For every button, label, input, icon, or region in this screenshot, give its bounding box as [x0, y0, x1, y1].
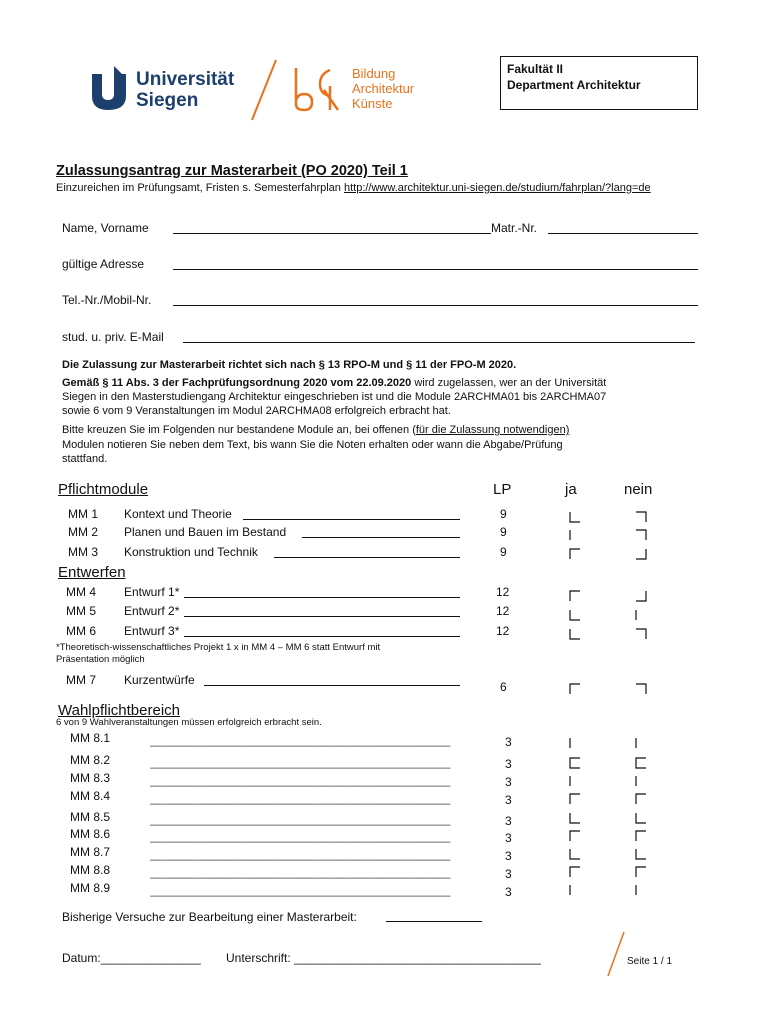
rule-2-line3: sowie 6 vom 9 Veranstaltungen im Modul 2ARCHMA08 erfolgreich erbracht hat. — [62, 405, 451, 417]
mm8-7-code: MM 8.7 — [70, 845, 111, 859]
mm6-code: MM 6 — [66, 624, 96, 638]
bak-line2: Architektur — [352, 81, 415, 96]
mm8-8-code: MM 8.8 — [70, 863, 111, 877]
instruction-2: Modulen notieren Sie neben dem Text, bis wann Sie die Noten erhalten oder wann die Abgabe/Prüfung — [62, 439, 563, 451]
mm3-name: Konstruktion und Technik — [124, 545, 258, 559]
mm4-name: Entwurf 1* — [124, 585, 180, 599]
footer-slash-icon — [604, 930, 628, 978]
mm8-6-lp: 3 — [505, 831, 512, 845]
footnote-line1: *Theoretisch-wissenschaftliches Projekt 1 x in MM 4 – MM 6 statt Entwurf mit — [56, 642, 381, 653]
ja-checkbox-9[interactable] — [570, 758, 580, 768]
bak-logo-mark-icon — [290, 64, 346, 112]
mm3-lp: 9 — [500, 545, 507, 559]
faculty-box — [500, 56, 698, 110]
bak-line3: Künste — [352, 96, 393, 111]
mm4-code: MM 4 — [66, 585, 96, 599]
subtitle-text: Einzureichen im Prüfungsamt, Fristen s. Semesterfahrplan — [56, 182, 341, 194]
address-field[interactable] — [173, 269, 698, 270]
mm1-code: MM 1 — [68, 507, 98, 521]
signature-row — [226, 951, 541, 965]
nein-checkbox-11[interactable] — [636, 794, 646, 804]
nein-checkbox-12[interactable] — [636, 813, 646, 823]
nein-checkbox-1[interactable] — [636, 512, 646, 522]
mm8-1-field[interactable]: _____________________________________________ — [150, 733, 451, 747]
instruction-1b: für die Zulassung notwendigen) — [415, 424, 570, 436]
faculty-line2: Department Architektur — [507, 78, 641, 92]
page-title: Zulassungsantrag zur Masterarbeit (PO 2020) Teil 1 — [56, 163, 408, 179]
nein-checkbox-6[interactable] — [636, 629, 646, 639]
email-label: stud. u. priv. E-Mail — [62, 330, 164, 344]
mm8-3-field[interactable]: _____________________________________________ — [150, 773, 451, 787]
mm2-name: Planen und Bauen im Bestand — [124, 525, 287, 539]
mm8-2-lp: 3 — [505, 757, 512, 771]
mm8-5-code: MM 8.5 — [70, 810, 111, 824]
pflicht-heading: Pflichtmodule — [58, 481, 149, 498]
ja-checkbox-13[interactable] — [570, 831, 580, 841]
university-logo-mark-icon — [92, 66, 132, 110]
faculty-line1: Fakultät II — [507, 62, 564, 76]
bak-logo — [290, 64, 430, 112]
mm8-4-code: MM 8.4 — [70, 789, 111, 803]
ja-checkbox-1[interactable] — [570, 512, 580, 522]
mm8-9-field[interactable]: _____________________________________________ — [150, 883, 451, 897]
mm1-name: Kontext und Theorie — [124, 507, 232, 521]
attempts-field[interactable] — [386, 921, 482, 922]
bak-line1: Bildung — [352, 66, 396, 81]
ja-checkbox-5[interactable] — [570, 610, 580, 620]
date-row — [62, 951, 201, 965]
matr-field[interactable] — [548, 233, 698, 234]
mm2-lp: 9 — [500, 525, 507, 539]
mm8-2-code: MM 8.2 — [70, 753, 111, 767]
entwerfen-heading: Entwerfen — [58, 564, 126, 581]
nein-checkbox-14[interactable] — [636, 849, 646, 859]
wahl-note: 6 von 9 Wahlveranstaltungen müssen erfolgreich erbracht sein. — [56, 717, 322, 728]
nein-header: nein — [624, 481, 653, 498]
ja-checkbox-11[interactable] — [570, 794, 580, 804]
mm3-code: MM 3 — [68, 545, 98, 559]
ja-checkbox-4[interactable] — [570, 591, 580, 601]
nein-checkbox-7[interactable] — [636, 684, 646, 694]
ja-checkbox-15[interactable] — [570, 867, 580, 877]
mm8-2-field[interactable]: _____________________________________________ — [150, 755, 451, 769]
mm8-6-field[interactable]: _____________________________________________ — [150, 829, 451, 843]
mm2-code: MM 2 — [68, 525, 98, 539]
nein-checkbox-13[interactable] — [636, 831, 646, 841]
mm5-code: MM 5 — [66, 604, 96, 618]
ja-header: ja — [565, 481, 577, 498]
rule-2-bold: Gemäß § 11 Abs. 3 der Fachprüfungsordnung 2020 vom 22.09.2020 — [62, 377, 412, 389]
ja-checkbox-3[interactable] — [570, 549, 580, 559]
mm8-7-field[interactable]: _____________________________________________ — [150, 847, 451, 861]
mm8-5-lp: 3 — [505, 814, 512, 828]
name-label: Name, Vorname — [62, 221, 149, 235]
mm3-note-field[interactable] — [274, 557, 460, 558]
mm2-note-field[interactable] — [302, 537, 460, 538]
mm8-6-code: MM 8.6 — [70, 827, 111, 841]
mm7-code: MM 7 — [66, 673, 96, 687]
instruction-1a: Bitte kreuzen Sie im Folgenden nur bestandene Module an, bei offenen ( — [62, 424, 416, 436]
mm8-4-field[interactable]: _____________________________________________ — [150, 791, 451, 805]
date-field[interactable]: _______________ — [100, 951, 201, 965]
uni-name-line2: Siegen — [136, 90, 199, 111]
mm8-9-lp: 3 — [505, 885, 512, 899]
nein-checkbox-4[interactable] — [636, 591, 646, 601]
lp-header: LP — [493, 481, 512, 498]
mm7-lp: 6 — [500, 680, 507, 694]
email-field[interactable] — [183, 342, 695, 343]
signature-label: Unterschrift: — [226, 951, 291, 965]
mm8-1-code: MM 8.1 — [70, 731, 111, 745]
rule-1: Die Zulassung zur Masterarbeit richtet sich nach § 13 RPO-M und § 11 der FPO-M 2020. — [62, 359, 517, 371]
mm5-note-field[interactable] — [184, 616, 460, 617]
mm7-name: Kurzentwürfe — [124, 673, 195, 687]
nein-checkbox-15[interactable] — [636, 867, 646, 877]
nein-checkbox-2[interactable] — [636, 530, 646, 540]
address-label: gültige Adresse — [62, 257, 145, 271]
logo-divider-slash-icon — [248, 58, 280, 122]
matr-label: Matr.-Nr. — [491, 221, 538, 235]
mm6-lp: 12 — [496, 624, 510, 638]
mm8-9-code: MM 8.9 — [70, 881, 111, 895]
mm8-3-code: MM 8.3 — [70, 771, 111, 785]
rule-2-line2: Siegen in den Masterstudiengang Architektur eingeschrieben ist und die Module 2ARCHMA01 bis 2ARCHMA07 — [62, 391, 607, 403]
name-field[interactable] — [173, 233, 491, 234]
ja-checkbox-6[interactable] — [570, 629, 580, 639]
mm6-note-field[interactable] — [184, 636, 460, 637]
subtitle — [56, 182, 651, 194]
tel-label: Tel.-Nr./Mobil-Nr. — [62, 293, 152, 307]
instruction-1 — [62, 424, 569, 436]
mm8-1-lp: 3 — [505, 735, 512, 749]
mm4-note-field[interactable] — [184, 597, 460, 598]
rule-2-rest: wird zugelassen, wer an der Universität — [414, 377, 607, 389]
ja-checkbox-12[interactable] — [570, 813, 580, 823]
mm8-4-lp: 3 — [505, 793, 512, 807]
mm5-lp: 12 — [496, 604, 510, 618]
signature-field[interactable]: _____________________________________ — [294, 951, 541, 965]
mm8-7-lp: 3 — [505, 849, 512, 863]
mm8-3-lp: 3 — [505, 775, 512, 789]
mm7-note-field[interactable] — [204, 685, 460, 686]
uni-name-line1: Universität — [136, 69, 235, 90]
checkbox-grid — [560, 500, 660, 900]
page-number: Seite 1 / 1 — [627, 956, 673, 967]
mm1-note-field[interactable] — [243, 519, 460, 520]
fahrplan-link[interactable]: http://www.architektur.uni-siegen.de/studium/fahrplan/?lang=de — [343, 182, 651, 194]
nein-checkbox-3[interactable] — [636, 549, 646, 559]
mm8-8-lp: 3 — [505, 867, 512, 881]
rule-2 — [62, 377, 606, 389]
mm8-5-field[interactable]: _____________________________________________ — [150, 812, 451, 826]
attempts-label: Bisherige Versuche zur Bearbeitung einer Masterarbeit: — [62, 910, 357, 924]
tel-field[interactable] — [173, 305, 698, 306]
ja-checkbox-14[interactable] — [570, 849, 580, 859]
date-label: Datum: — [62, 951, 101, 965]
instruction-3: stattfand. — [62, 453, 108, 465]
nein-checkbox-9[interactable] — [636, 758, 646, 768]
mm4-lp: 12 — [496, 585, 510, 599]
footnote-line2: Präsentation möglich — [56, 654, 145, 665]
mm6-name: Entwurf 3* — [124, 624, 180, 638]
mm8-8-field[interactable]: _____________________________________________ — [150, 865, 451, 879]
mm5-name: Entwurf 2* — [124, 604, 180, 618]
ja-checkbox-7[interactable] — [570, 684, 580, 694]
mm1-lp: 9 — [500, 507, 507, 521]
wahl-heading: Wahlpflichtbereich — [58, 702, 180, 719]
